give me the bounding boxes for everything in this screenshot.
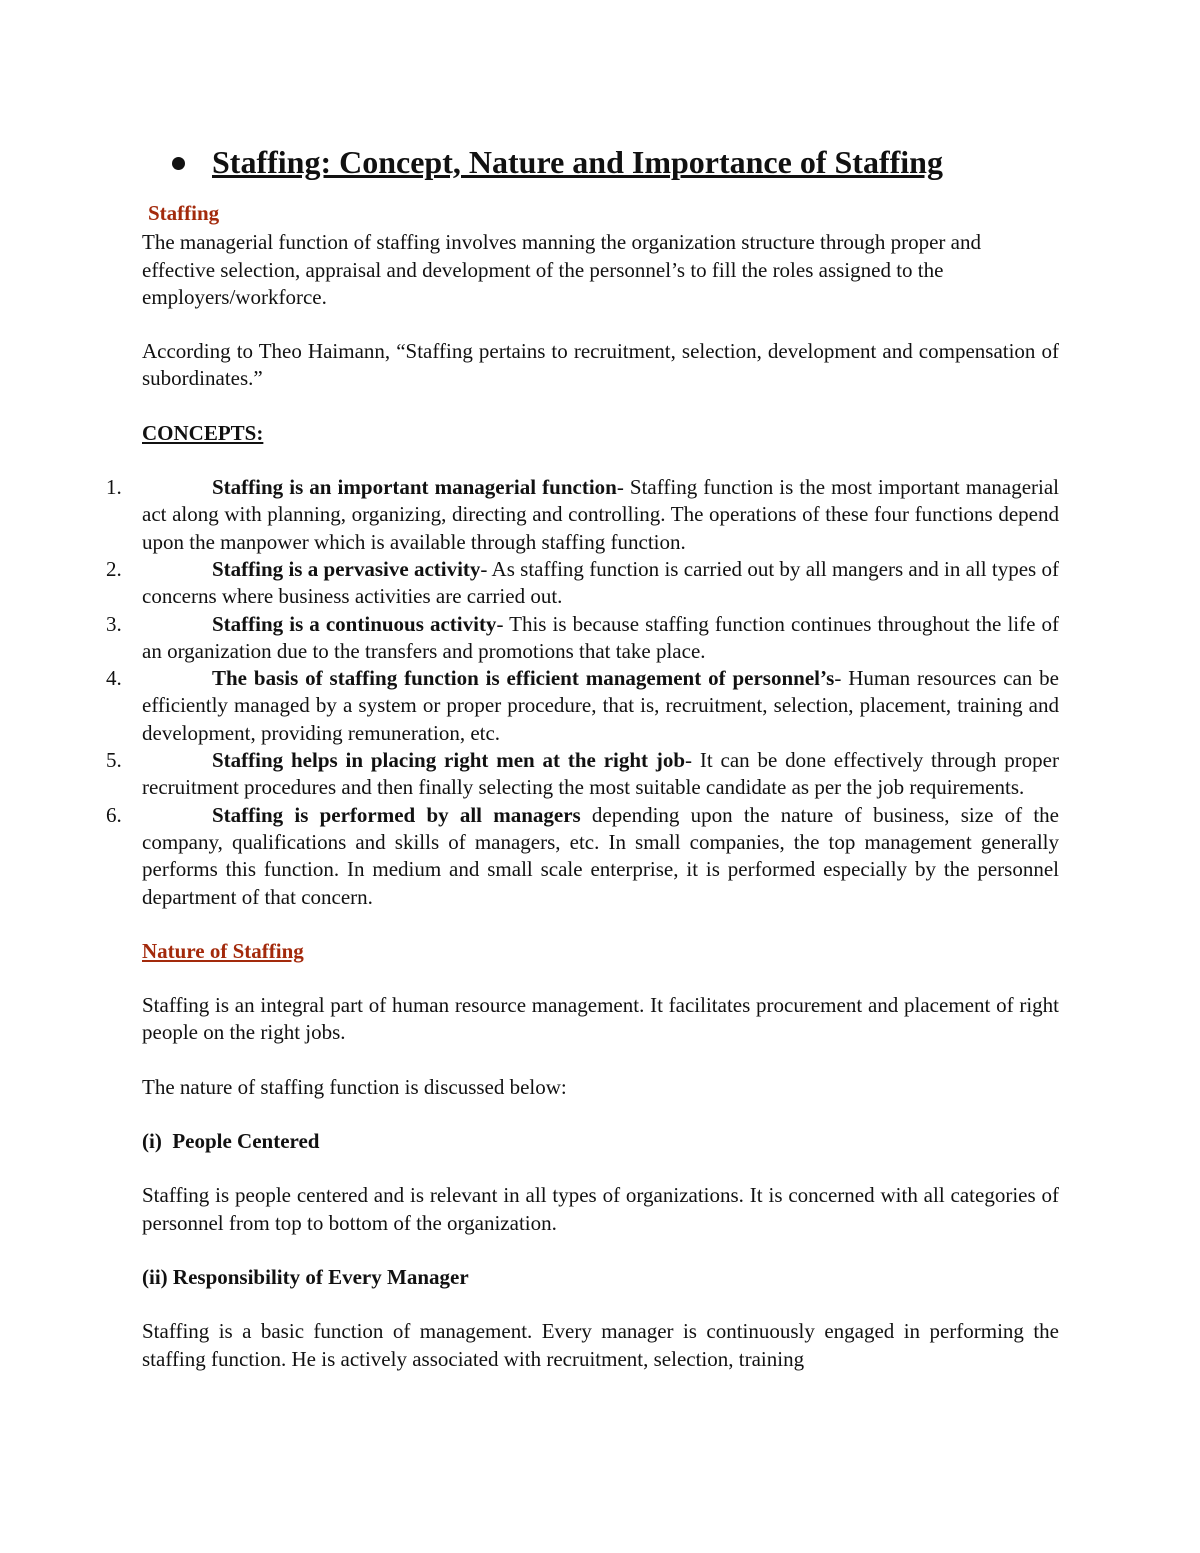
people-centered-heading: (i) People Centered [142,1129,320,1154]
concept-lead: Staffing is a pervasive activity [212,556,481,581]
list-item [106,747,1059,802]
list-number: 3. [106,611,122,636]
concept-text: - It can be done effectively through proper recruitment procedures and then finally selecting the most suitable candidate as per the job requirements. [142,748,1059,800]
concept-text: - As staffing function is carried out by all mangers and in all types of concerns where business activities are carried out. [142,556,1059,609]
spacer [142,393,1059,420]
document-title: Staffing: Concept, Nature and Importance of Staffing [212,144,943,180]
concept-lead: The basis of staffing function is efficient management of personnel’s [212,666,835,691]
spacer [142,1155,1059,1182]
list-item [106,665,1059,747]
spacer [142,311,1059,338]
concepts-list [106,474,1060,911]
concepts-heading: CONCEPTS: [142,420,264,445]
staffing-definition: The managerial function of staffing involves manning the organization structure through proper and effective selection, appraisal and development of the personnel’s to fill the roles assigned to the employers/workforce. [142,230,981,309]
concept-lead: Staffing is performed by all managers [212,802,581,827]
concept-lead: Staffing is an important managerial function [212,475,617,500]
nature-discussed: The nature of staffing function is discussed below: [142,1074,567,1099]
bullet-icon [172,157,185,170]
nature-intro: Staffing is an integral part of human resource management. It facilitates procurement and placement of right people on the right jobs. [142,993,1059,1045]
concept-text: depending upon the nature of business, size of the company, qualifications and skills of managers, etc. In small companies, the top management generally performs this function. In medium and small scale enterprise, it is performed especially by the personnel department of that concern. [142,802,1059,909]
spacer [142,965,1059,992]
spacer [142,1237,1059,1264]
list-item [106,611,1059,666]
list-number: 6. [106,802,122,827]
list-item [106,802,1059,911]
list-item [106,474,1060,556]
nature-heading: Nature of Staffing [142,938,304,963]
concept-text: - Human resources can be efficiently managed by a system or proper procedure, that is, recruitment, selection, placement, training and development, providing remuneration, etc. [142,666,1059,745]
spacer [142,1101,1059,1128]
spacer [142,447,1059,474]
responsibility-text: Staffing is a basic function of management. Every manager is continuously engaged in performing the staffing function. He is actively associated with recruitment, selection, training [142,1319,1059,1371]
concept-text: - This is because staffing function continues throughout the life of an organization due to the transfers and promotions that take place. [142,611,1059,663]
spacer [142,1291,1059,1318]
document-body [106,200,1060,1373]
responsibility-heading: (ii) Responsibility of Every Manager [142,1264,469,1289]
list-number: 5. [106,748,122,773]
list-item [106,556,1059,611]
concept-lead: Staffing helps in placing right men at the right job [212,748,686,773]
haimann-quote: According to Theo Haimann, “Staffing pertains to recruitment, selection, development and compensation of subordinates.” [142,339,1059,391]
spacer [142,911,1059,938]
list-number: 4. [106,666,122,691]
spacer [142,1047,1059,1074]
list-number: 1. [106,475,122,500]
concept-lead: Staffing is a continuous activity [212,611,497,636]
title-row [172,140,1072,184]
staffing-heading: Staffing [148,201,220,225]
concept-text: - Staffing function is the most important managerial act along with planning, organizing, directing and controlling. The operations of these four functions depend upon the manpower which is available through staffing function. [142,475,1060,554]
list-number: 2. [106,556,122,581]
people-centered-text: Staffing is people centered and is relevant in all types of organizations. It is concerned with all categories of personnel from top to bottom of the organization. [142,1183,1059,1235]
